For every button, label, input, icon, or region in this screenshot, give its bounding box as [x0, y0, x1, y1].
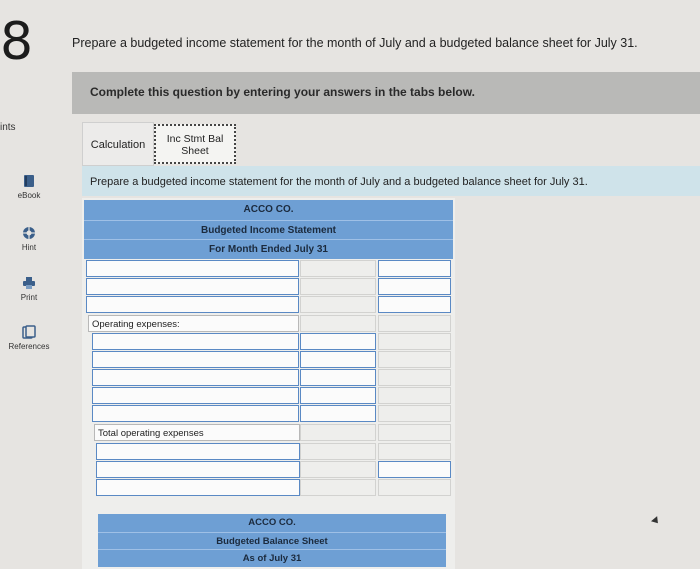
income-statement-period: For Month Ended July 31	[84, 239, 453, 259]
hint-label: Hint	[21, 243, 37, 252]
expense-label-input-3[interactable]	[92, 369, 299, 386]
income-empty-cell	[378, 333, 451, 350]
income-empty-cell	[300, 278, 376, 295]
references-button[interactable]	[0, 325, 58, 351]
income-label-input-2[interactable]	[86, 278, 299, 295]
income-empty-cell	[378, 351, 451, 368]
book-icon	[22, 174, 36, 188]
tab-label-line2: Sheet	[181, 145, 209, 157]
tab-label-line1: Inc Stmt Bal	[166, 133, 224, 145]
income-empty-cell	[300, 315, 376, 332]
hint-icon	[22, 226, 36, 240]
income-amount-input-5[interactable]	[378, 461, 451, 478]
income-statement-title: Budgeted Income Statement	[84, 220, 453, 240]
print-button[interactable]	[0, 276, 58, 302]
tab-calculation[interactable]: Calculation	[82, 122, 154, 166]
question-number: 8	[0, 12, 34, 72]
income-label-input-5[interactable]	[96, 461, 300, 478]
mouse-cursor-icon	[651, 516, 661, 526]
instruction-text: Prepare a budgeted income statement for the month of July and a budgeted balance sheet for July 31.	[82, 166, 700, 196]
balance-company-name: ACCO CO.	[98, 514, 446, 532]
income-label-input-6[interactable]	[96, 479, 300, 496]
income-empty-cell	[300, 443, 376, 460]
operating-expenses-label: Operating expenses:	[88, 315, 299, 332]
income-amount-input-2[interactable]	[378, 278, 451, 295]
expense-label-input-1[interactable]	[92, 333, 299, 350]
income-amount-input-3[interactable]	[378, 296, 451, 313]
question-text: Prepare a budgeted income statement for the month of July and a budgeted balance sheet for July 31.	[72, 36, 638, 50]
total-operating-expenses-label: Total operating expenses	[94, 424, 300, 441]
income-amount-input-1[interactable]	[378, 260, 451, 277]
ebook-label: eBook	[17, 191, 41, 200]
print-icon	[22, 276, 36, 290]
income-empty-cell	[300, 479, 376, 496]
expense-amount-input-5[interactable]	[300, 405, 376, 422]
balance-sheet-title: Budgeted Balance Sheet	[98, 532, 446, 550]
income-label-input-3[interactable]	[86, 296, 299, 313]
income-empty-cell	[300, 296, 376, 313]
income-empty-cell	[378, 443, 451, 460]
expense-amount-input-1[interactable]	[300, 333, 376, 350]
expense-label-input-5[interactable]	[92, 405, 299, 422]
income-empty-cell	[300, 424, 376, 441]
ebook-button[interactable]	[0, 174, 58, 200]
income-empty-cell	[378, 424, 451, 441]
tab-inc-stmt-bal-sheet[interactable]	[154, 124, 236, 164]
expense-amount-input-2[interactable]	[300, 351, 376, 368]
points-label: ints	[0, 122, 16, 133]
income-empty-cell	[378, 315, 451, 332]
expense-label-input-2[interactable]	[92, 351, 299, 368]
income-empty-cell	[378, 405, 451, 422]
print-label: Print	[20, 293, 38, 302]
income-empty-cell	[378, 387, 451, 404]
banner-text: Complete this question by entering your answers in the tabs below.	[90, 85, 475, 99]
hint-button[interactable]	[0, 226, 58, 252]
income-label-input-1[interactable]	[86, 260, 299, 277]
references-label: References	[8, 342, 50, 351]
answer-tabs	[82, 122, 700, 166]
references-icon	[22, 325, 36, 339]
income-empty-cell	[378, 369, 451, 386]
income-empty-cell	[300, 461, 376, 478]
balance-sheet-period: As of July 31	[98, 549, 446, 567]
expense-label-input-4[interactable]	[92, 387, 299, 404]
expense-amount-input-3[interactable]	[300, 369, 376, 386]
income-company-name: ACCO CO.	[84, 200, 453, 220]
income-label-input-4[interactable]	[96, 443, 300, 460]
expense-amount-input-4[interactable]	[300, 387, 376, 404]
instruction-banner	[72, 72, 700, 114]
income-empty-cell	[300, 260, 376, 277]
income-empty-cell	[378, 479, 451, 496]
